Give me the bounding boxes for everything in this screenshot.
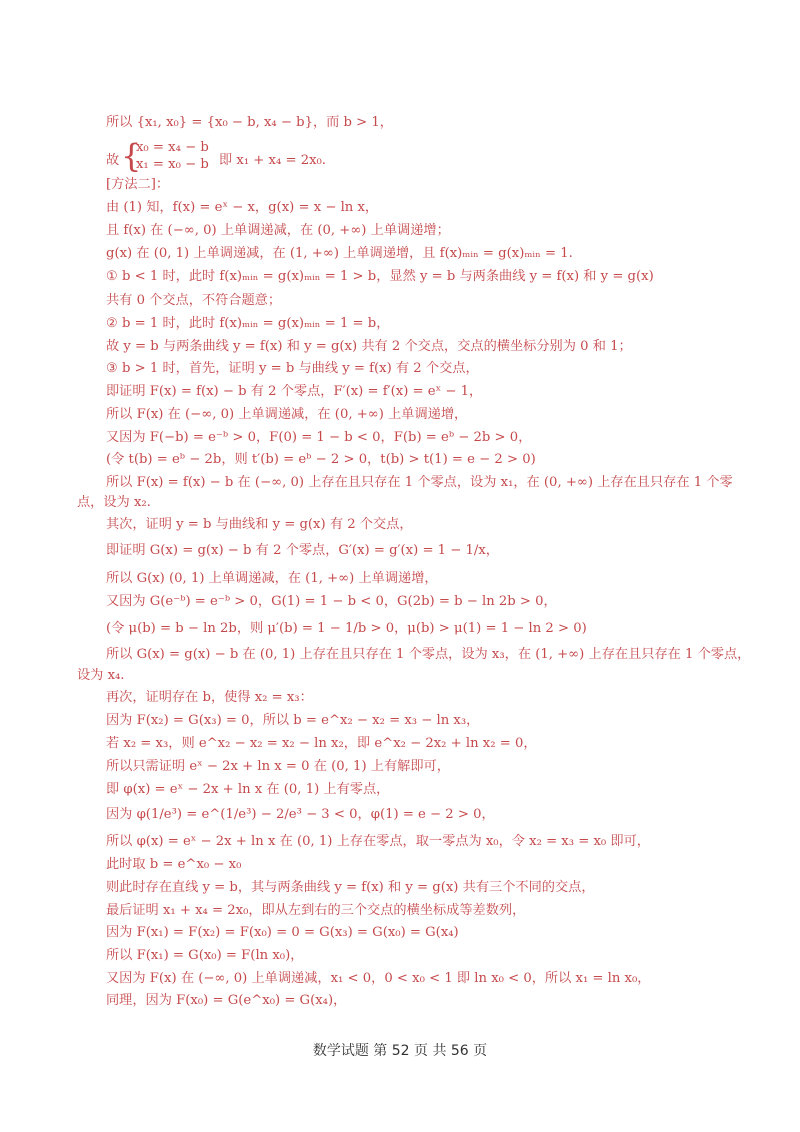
text-line: g(x) 在 (0, 1) 上单调递减，在 (1, +∞) 上单调递增，且 f(x)ₘᵢₙ = g(x)ₘᵢₙ = 1. (106, 246, 573, 261)
text-line: 点，设为 x₂. (77, 495, 151, 510)
text-line: 若 x₂ = x₃，则 e^x₂ − x₂ = x₂ − ln x₂，即 e^x₂ − 2x₂ + ln x₂ = 0， (106, 736, 537, 751)
system-conclusion: 即 x₁ + x₄ = 2x₀. (219, 153, 327, 168)
text-line: 因为 F(x₁) = F(x₂) = F(x₀) = 0 = G(x₃) = G(x₀) = G(x₄) (106, 925, 459, 940)
text-line: 最后证明 x₁ + x₄ = 2x₀，即从左到右的三个交点的横坐标成等差数列， (106, 903, 526, 918)
text-line: 即 φ(x) = eˣ − 2x + ln x 在 (0, 1) 上有零点， (106, 782, 390, 797)
system-lead: 故 (106, 153, 120, 168)
text-line: 其次，证明 y = b 与曲线和 y = g(x) 有 2 个交点， (106, 517, 413, 532)
text-line: [方法二]： (106, 177, 170, 192)
left-brace-icon: { (121, 137, 142, 175)
text-line: ① b < 1 时，此时 f(x)ₘᵢₙ = g(x)ₘᵢₙ = 1 > b，显然 y = b 与两条曲线 y = f(x) 和 y = g(x) (106, 269, 654, 284)
text-line: ② b = 1 时，此时 f(x)ₘᵢₙ = g(x)ₘᵢₙ = 1 = b， (106, 316, 390, 331)
text-line: 所以 φ(x) = eˣ − 2x + ln x 在 (0, 1) 上存在零点，取一零点为 x₀，令 x₂ = x₃ = x₀ 即可， (106, 834, 650, 849)
text-line: (令 t(b) = eᵇ − 2b，则 t′(b) = eᵇ − 2 > 0，t(b) > t(1) = e − 2 > 0) (106, 452, 536, 467)
text-line: 所以 F(x) = f(x) − b 在 (−∞, 0) 上存在且只存在 1 个零点，设为 x₁，在 (0, +∞) 上存在且只存在 1 个零 (106, 475, 733, 490)
text-line: 即证明 F(x) = f(x) − b 有 2 个零点，F′(x) = f′(x) = eˣ − 1， (106, 384, 483, 399)
text-line: 因为 φ(1/e³) = e^(1/e³) − 2/e³ − 3 < 0，φ(1) = e − 2 > 0， (106, 807, 495, 822)
system-row-1: x₀ = x₄ − b (136, 140, 209, 155)
text-line: 再次，证明存在 b，使得 x₂ = x₃： (106, 690, 313, 705)
text-line: 故 y = b 与两条曲线 y = f(x) 和 y = g(x) 共有 2 个交点，交点的横坐标分别为 0 和 1； (106, 339, 632, 354)
page-footer: 数学试题 第 52 页 共 56 页 (312, 1043, 488, 1059)
text-line: 又因为 F(−b) = e⁻ᵇ > 0，F(0) = 1 − b < 0，F(b) = eᵇ − 2b > 0， (106, 430, 532, 445)
text-line: 同理，因为 F(x₀) = G(e^x₀) = G(x₄)， (106, 993, 347, 1008)
text-line: 由 (1) 知，f(x) = eˣ − x，g(x) = x − ln x， (106, 200, 379, 215)
text-line: 所以只需证明 eˣ − 2x + ln x = 0 在 (0, 1) 上有解即可， (106, 759, 450, 774)
text-line: 所以 G(x) (0, 1) 上单调递减，在 (1, +∞) 上单调递增， (106, 571, 438, 586)
text-line: 所以 G(x) = g(x) − b 在 (0, 1) 上存在且只存在 1 个零点，设为 x₃，在 (1, +∞) 上存在且只存在 1 个零点， (106, 647, 751, 662)
text-line: 又因为 G(e⁻ᵇ) = e⁻ᵇ > 0，G(1) = 1 − b < 0，G(2b) = b − ln 2b > 0， (106, 594, 557, 609)
text-line: 所以 {x₁, x₀} = {x₀ − b, x₄ − b}，而 b > 1， (106, 115, 393, 130)
text-line: (令 μ(b) = b − ln 2b，则 μ′(b) = 1 − 1/b > 0，μ(b) > μ(1) = 1 − ln 2 > 0) (106, 621, 587, 636)
text-line: 即证明 G(x) = g(x) − b 有 2 个零点，G′(x) = g′(x) = 1 − 1/x， (106, 543, 499, 558)
text-line: 则此时存在直线 y = b，其与两条曲线 y = f(x) 和 y = g(x) 共有三个不同的交点， (106, 880, 595, 895)
text-line: 且 f(x) 在 (−∞, 0) 上单调递减，在 (0, +∞) 上单调递增； (106, 223, 450, 238)
text-line: 所以 F(x₁) = G(x₀) = F(ln x₀)， (106, 948, 304, 963)
text-line: 因为 F(x₂) = G(x₃) = 0，所以 b = e^x₂ − x₂ = x₃ − ln x₃， (106, 713, 480, 728)
text-line: 设为 x₄. (77, 668, 125, 683)
text-line: 此时取 b = e^x₀ − x₀ (106, 857, 242, 872)
text-line: 共有 0 个交点，不符合题意； (106, 293, 282, 308)
text-line: 所以 F(x) 在 (−∞, 0) 上单调递减，在 (0, +∞) 上单调递增， (106, 407, 468, 422)
text-line: ③ b > 1 时，首先，证明 y = b 与曲线 y = f(x) 有 2 个交点， (106, 361, 479, 376)
text-line: 又因为 F(x) 在 (−∞, 0) 上单调递减，x₁ < 0，0 < x₀ < 1 即 ln x₀ < 0，所以 x₁ = ln x₀， (106, 971, 651, 986)
system-row-2: x₁ = x₀ − b (136, 157, 209, 172)
